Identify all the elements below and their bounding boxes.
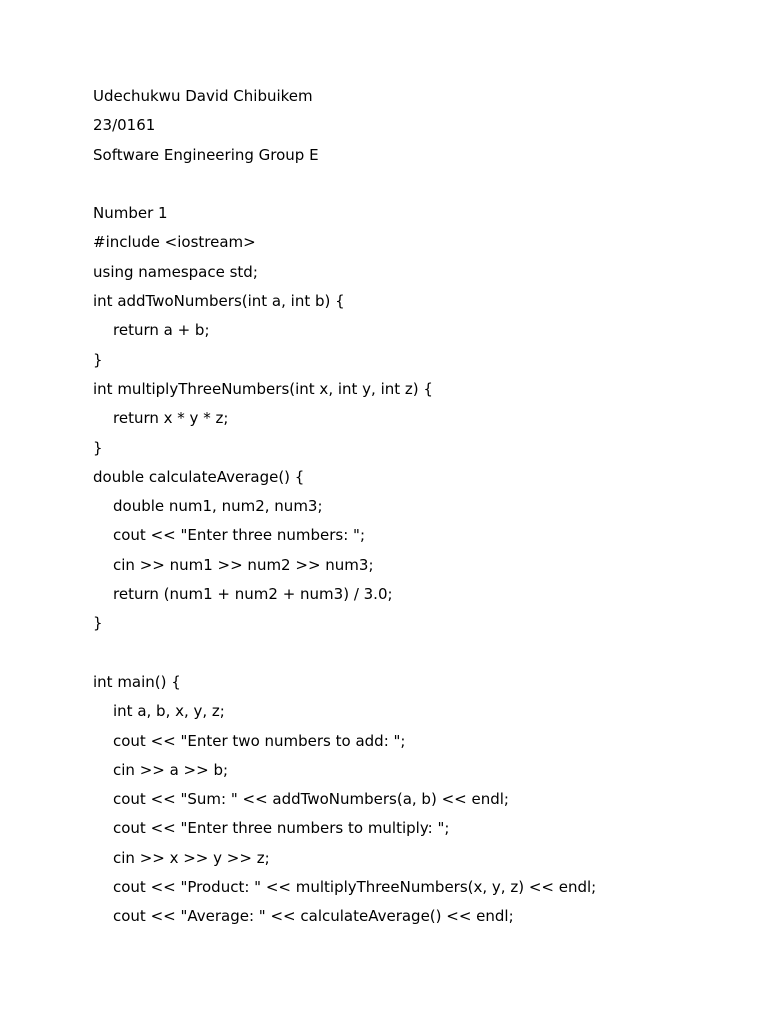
code-line: int multiplyThreeNumbers(int x, int y, int z) { [93,379,433,398]
code-line: int addTwoNumbers(int a, int b) { [93,292,345,311]
code-line: return x * y * z; [113,409,229,428]
matric-number: 23/0161 [93,116,156,135]
code-line: double num1, num2, num3; [113,497,323,516]
code-line: cout << "Enter three numbers: "; [113,526,365,545]
code-line: cin >> a >> b; [113,760,229,779]
code-line: double calculateAverage() { [93,467,305,486]
code-line: } [93,350,103,369]
code-line: cout << "Product: " << multiplyThreeNumbers(x, y, z) << endl; [113,878,597,897]
section-title: Number 1 [93,204,168,223]
code-line: return a + b; [113,321,210,340]
code-line: using namespace std; [93,262,258,281]
author-name: Udechukwu David Chibuikem [93,87,313,105]
code-line [93,643,733,672]
code-line: cout << "Average: " << calculateAverage() << endl; [113,907,514,926]
code-line: cout << "Sum: " << addTwoNumbers(a, b) << endl; [113,790,509,809]
code-line: } [93,438,103,457]
code-line: return (num1 + num2 + num3) / 3.0; [113,585,393,604]
group-label: Software Engineering Group E [93,145,319,164]
document-page [93,86,733,936]
code-line: cin >> x >> y >> z; [113,848,270,867]
code-line: int a, b, x, y, z; [113,702,225,721]
code-line: #include <iostream> [93,233,256,252]
code-line: int main() { [93,672,181,691]
code-line: cin >> num1 >> num2 >> num3; [113,555,374,574]
code-line: cout << "Enter three numbers to multiply: "; [113,819,450,838]
blank-line [93,174,733,203]
code-line: } [93,614,103,633]
code-line: cout << "Enter two numbers to add: "; [113,731,406,750]
